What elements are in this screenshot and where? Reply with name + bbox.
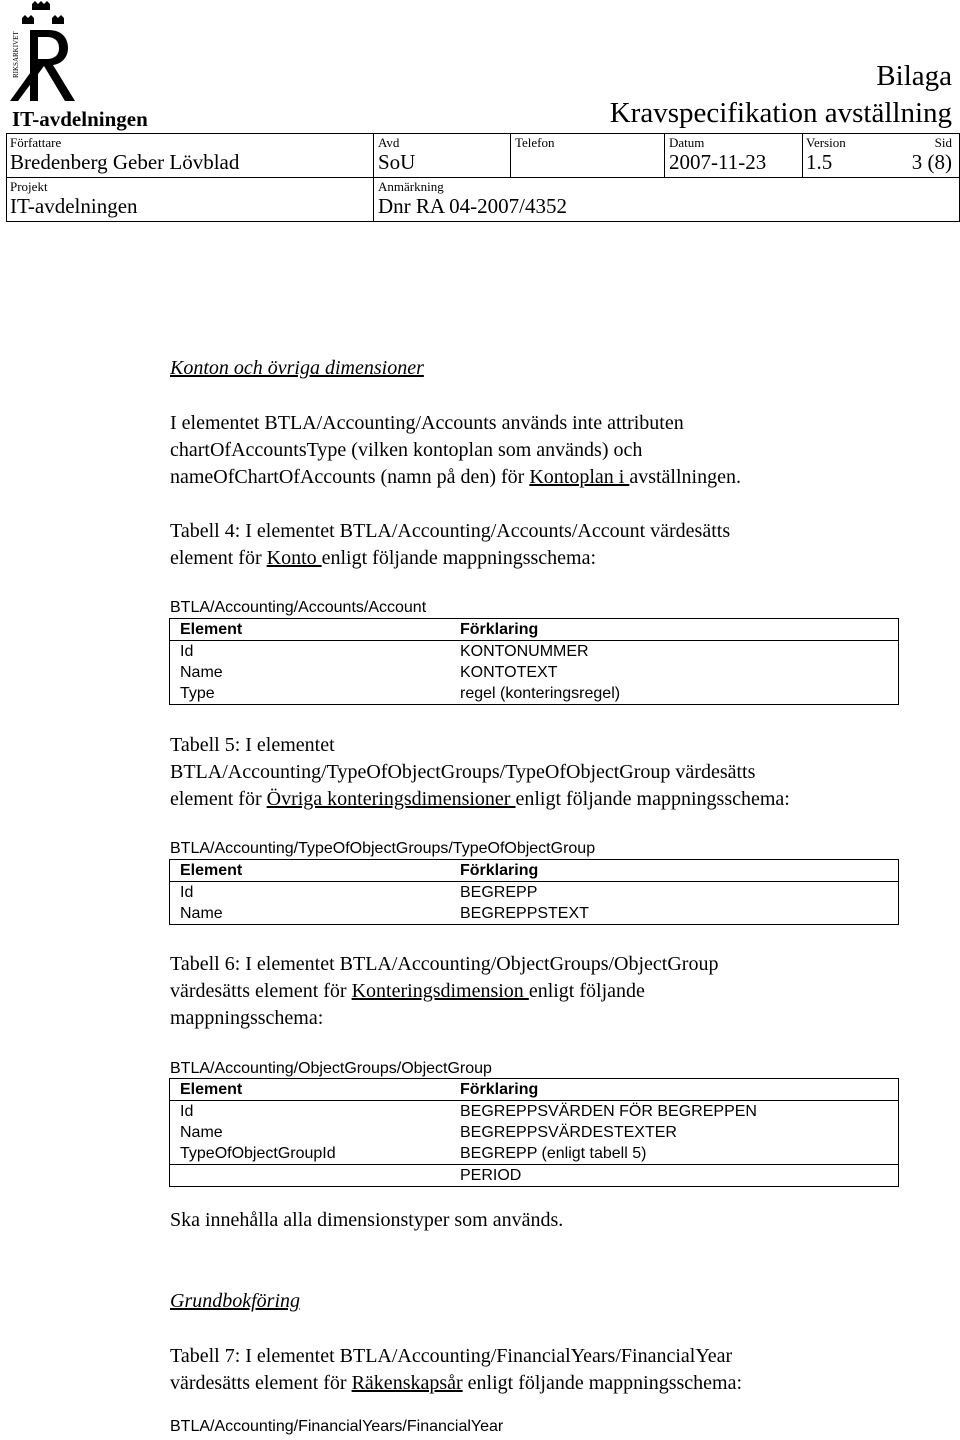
text-run: element för	[170, 788, 267, 810]
header-divider-avd	[373, 133, 374, 222]
section-heading-grundbokforing: Grundbokföring	[170, 1290, 300, 1312]
tabell5-text-line-2: BTLA/Accounting/TypeOfObjectGroups/TypeOfObjectGroup värdesätts	[170, 761, 756, 783]
version-label: Version	[806, 135, 846, 150]
header-rule-left	[6, 133, 7, 222]
table-cell: BEGREPPSVÄRDESTEXTER	[460, 1124, 677, 1141]
table-cell: Id	[180, 1103, 194, 1120]
table-row	[170, 1143, 899, 1165]
project-label: Projekt	[10, 179, 48, 194]
table-row	[170, 1165, 899, 1187]
tabell4-caption: BTLA/Accounting/Accounts/Account	[170, 599, 427, 616]
tabell6-note: Ska innehålla alla dimensionstyper som används.	[170, 1209, 564, 1231]
table-cell: KONTONUMMER	[460, 643, 589, 660]
date-label: Datum	[669, 135, 705, 150]
column-header-element: Element	[170, 860, 451, 882]
date-value: 2007-11-23	[669, 150, 767, 174]
column-header-explanation: Förklaring	[450, 619, 899, 641]
text-run: värdesätts element för	[170, 980, 352, 1002]
table-cell: Id	[180, 884, 194, 901]
table-cell: TypeOfObjectGroupId	[180, 1145, 336, 1162]
tabell6-text-line-1: Tabell 6: I elementet BTLA/Accounting/ObjectGroups/ObjectGroup	[170, 953, 719, 975]
table-row	[170, 641, 899, 663]
column-header-explanation: Förklaring	[450, 1079, 899, 1101]
table-cell: KONTOTEXT	[460, 664, 558, 681]
tabell6-caption: BTLA/Accounting/ObjectGroups/ObjectGroup	[170, 1060, 492, 1077]
table-row	[170, 1122, 899, 1143]
tabell6-text	[170, 951, 718, 1032]
version-value: 1.5	[806, 150, 833, 174]
section-heading-accounts: Konton och övriga dimensioner	[170, 357, 424, 379]
tabell5-text-line-1: Tabell 5: I elementet	[170, 734, 335, 756]
riksarkivet-logo	[8, 0, 84, 105]
document-title: Bilaga	[876, 60, 952, 92]
phone-label: Telefon	[515, 135, 555, 150]
table-cell: Name	[180, 664, 223, 681]
document-subtitle: Kravspecifikation avställning	[609, 97, 952, 129]
text-run: nameOfChartOfAccounts (namn på den) för	[170, 466, 530, 488]
table-cell	[170, 1165, 451, 1187]
tabell6-text-line-2	[170, 978, 718, 1005]
column-header-explanation: Förklaring	[450, 860, 899, 882]
table-cell: Type	[180, 685, 215, 702]
note-value: Dnr RA 04-2007/4352	[378, 194, 567, 218]
accounts-paragraph-line-1: I elementet BTLA/Accounting/Accounts används inte attributen	[170, 412, 684, 434]
tabell5-table	[169, 859, 899, 925]
accounts-paragraph-line-3	[170, 464, 741, 491]
tabell7-text-line-2	[170, 1370, 742, 1397]
table-row	[170, 1101, 899, 1123]
page-label: Sid	[934, 135, 952, 150]
konteringsdimension-link[interactable]: Konteringsdimension	[351, 980, 529, 1002]
tabell4-text-line-2	[170, 545, 730, 572]
header-rule-top	[6, 133, 960, 134]
tabell5-caption: BTLA/Accounting/TypeOfObjectGroups/TypeOfObjectGroup	[170, 840, 596, 857]
tabell5-text	[170, 732, 790, 813]
table-header-row	[170, 860, 899, 882]
table-cell: PERIOD	[450, 1165, 899, 1187]
tabell6-table	[169, 1078, 899, 1187]
table-cell: regel (konteringsregel)	[460, 685, 621, 702]
tabell4-text-line-1: Tabell 4: I elementet BTLA/Accounting/Accounts/Account värdesätts	[170, 520, 731, 542]
rakenskapsar-link[interactable]: Räkenskapsår	[351, 1372, 463, 1394]
project-value: IT-avdelningen	[10, 194, 138, 218]
tabell7-text-line-1: Tabell 7: I elementet BTLA/Accounting/FinancialYears/FinancialYear	[170, 1345, 733, 1367]
accounts-paragraph-line-2: chartOfAccountsType (vilken kontoplan som används) och	[170, 439, 643, 461]
table-row	[170, 683, 899, 705]
table-cell: Id	[180, 643, 194, 660]
author-label: Författare	[10, 135, 62, 150]
ovriga-konteringsdimensioner-link[interactable]: Övriga konteringsdimensioner	[266, 788, 516, 810]
table-cell: BEGREPP	[460, 884, 538, 901]
tabell7-text	[170, 1343, 742, 1397]
note-label: Anmärkning	[378, 179, 444, 194]
header-divider-date	[664, 133, 665, 177]
table-row	[170, 882, 899, 904]
table-row	[170, 662, 899, 683]
tabell4-table	[169, 618, 899, 705]
tabell7-caption: BTLA/Accounting/FinancialYears/FinancialYear	[170, 1418, 504, 1435]
header-rule-bottom	[6, 221, 960, 222]
tabell4-text	[170, 518, 730, 572]
text-run: värdesätts element för	[170, 1372, 352, 1394]
konto-link[interactable]: Konto	[266, 547, 322, 569]
column-header-element: Element	[170, 1079, 451, 1101]
text-run: enligt följande mappningsschema:	[462, 1372, 743, 1394]
text-run: avställningen.	[629, 466, 741, 488]
tabell5-text-line-3	[170, 786, 790, 813]
accounts-paragraph	[170, 410, 741, 491]
table-header-row	[170, 619, 899, 641]
table-cell: BEGREPPSTEXT	[460, 905, 589, 922]
text-run: enligt följande mappningsschema:	[515, 788, 790, 810]
org-vertical-text: RIKSARKIVET	[12, 31, 20, 78]
tabell6-text-line-3: mappningsschema:	[170, 1007, 324, 1029]
table-cell: BEGREPPSVÄRDEN FÖR BEGREPPEN	[460, 1103, 757, 1120]
page-value: 3 (8)	[911, 150, 952, 174]
column-header-element: Element	[170, 619, 451, 641]
table-header-row	[170, 1079, 899, 1101]
kontoplan-link[interactable]: Kontoplan i	[529, 466, 630, 488]
avd-value: SoU	[378, 150, 416, 174]
text-run: element för	[170, 547, 267, 569]
table-cell: Name	[180, 1124, 223, 1141]
text-run: enligt följande	[528, 980, 645, 1002]
table-cell: Name	[180, 905, 223, 922]
department-name: IT-avdelningen	[12, 107, 148, 131]
header-divider-version	[802, 133, 803, 177]
author-value: Bredenberg Geber Lövblad	[10, 150, 240, 174]
header-divider-phone	[510, 133, 511, 177]
table-row	[170, 903, 899, 925]
text-run: enligt följande mappningsschema:	[321, 547, 596, 569]
header-rule-middle	[6, 177, 960, 178]
avd-label: Avd	[378, 135, 400, 150]
table-cell: BEGREPP (enligt tabell 5)	[460, 1145, 647, 1162]
